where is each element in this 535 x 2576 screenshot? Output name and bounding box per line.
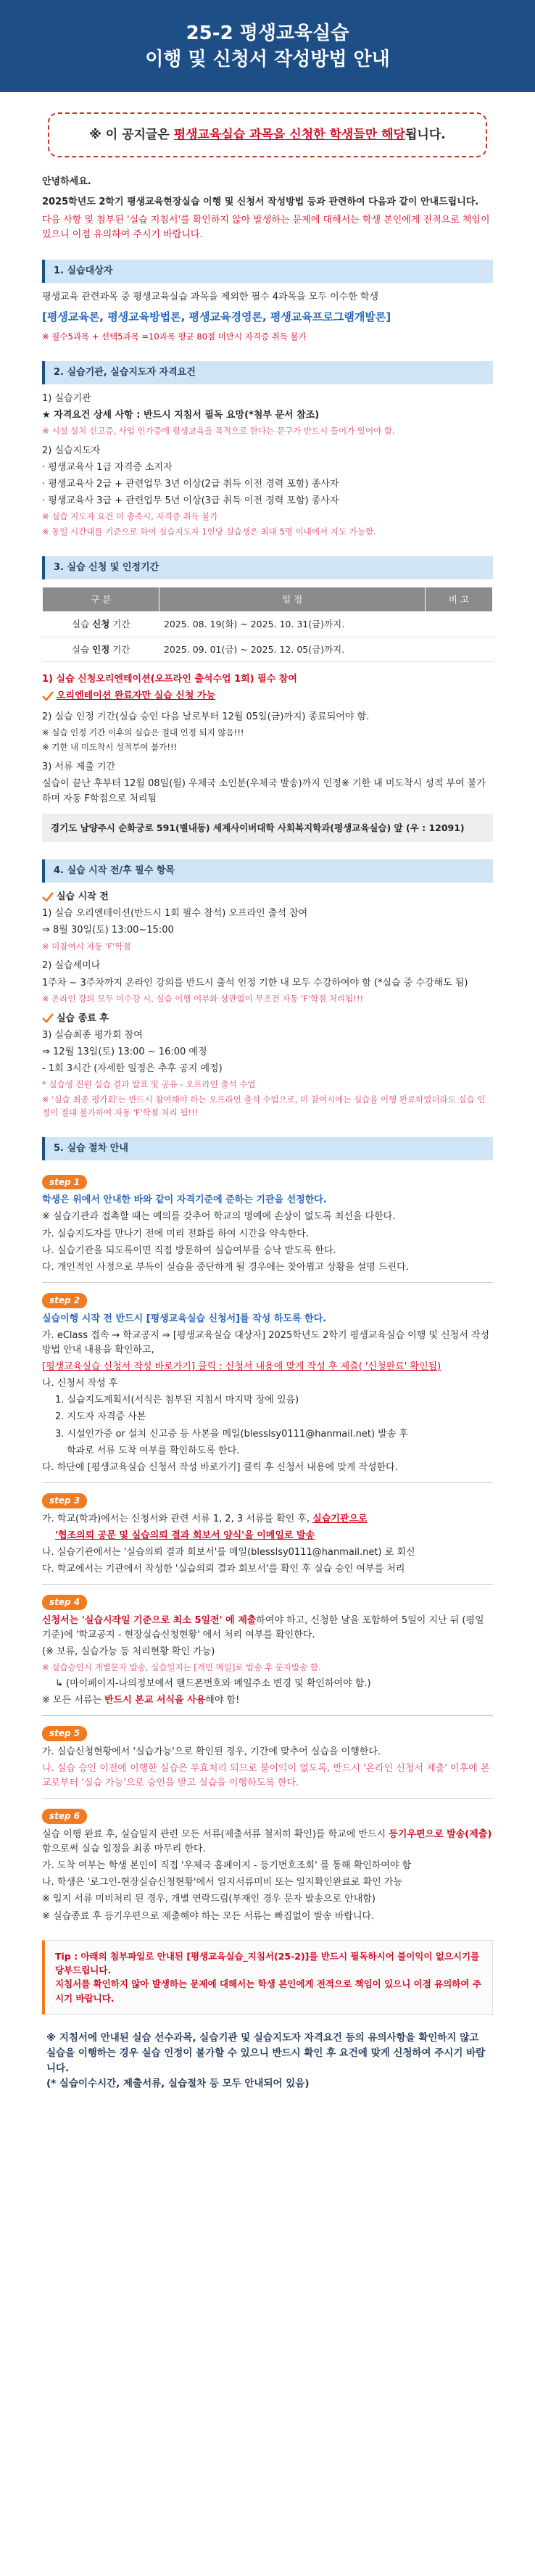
title-line-2: 이행 및 신청서 작성방법 안내 (145, 49, 390, 71)
final-notice (42, 2031, 493, 2092)
s2-b1: · 평생교육사 1급 자격증 소지자 (42, 461, 173, 473)
section-1-title: 1. 실습대상자 (42, 260, 493, 283)
step-6 (42, 1801, 493, 1923)
row-label: 실습 신청 기간 (43, 612, 159, 637)
step-6-l2: 가. 도착 여부는 학생 본인이 직접 '우체국 홈페이지 - 등기번호조회' 를 통해 확인하여야 함 (42, 1860, 412, 1872)
s4-e1n2: ※ '실습 최종 평가회'는 반드시 참여해야 하는 오프라인 출석 수업으로, 미 참여시에는 실습을 이행 완료하였더라도 실습 인정이 절대 불가하여 자동 'F'학점 처리 됨!!! (42, 1094, 486, 1118)
step-1-l4: 다. 개인적인 사정으로 부득이 실습을 중단하게 될 경우에는 찾아뵙고 상황을 설명 드린다. (42, 1261, 409, 1273)
page-header (0, 0, 535, 92)
step-1-badge: step 1 (42, 1175, 87, 1190)
s4-o2: 2) 실습세미나 (42, 960, 101, 972)
s4-after: 실습 종료 후 (42, 1012, 493, 1026)
intro-body: 2025학년도 2학기 평생교육현장실습 이행 및 신청서 작성방법 등과 관련하여 다음과 같이 안내드립니다. (42, 196, 479, 207)
tip-line-2: 지침서를 확인하지 않아 발생하는 문제에 대해서는 학생 본인에게 전적으로 책임이 있으니 이점 유의하여 주시기 바랍니다. (55, 1978, 481, 2004)
step-2-badge: step 2 (42, 1293, 87, 1308)
s2-h2: 2) 실습지도자 (42, 445, 101, 456)
step-1-l2: 가. 실습지도자를 만나기 전에 미리 전화를 하여 시간을 약속한다. (42, 1228, 309, 1239)
step-6-l3: 나. 학생은 '로그인-현장실습신청현황'에서 일지서류미비 또는 일지확인완료로 확인 가능 (42, 1877, 402, 1888)
s3-p2: 2) 실습 인정 기간(실습 승인 다음 날로부터 12월 05일(금)까지) 종료되어야 함. (42, 711, 370, 722)
row-label: 실습 인정 기간 (43, 637, 159, 661)
s2-note-2: ※ 동일 시간대를 기준으로 하여 실습지도자 1인당 실습생은 최대 5명 이내에서 지도 가능함. (42, 527, 376, 537)
step-5 (42, 1719, 493, 1791)
step-6-l4: ※ 일지 서류 미비처리 된 경우, 개별 연락드림(부재인 경우 문자 발송으로 안내함) (42, 1894, 376, 1905)
step-5-l2: 나. 실습 승인 이전에 이행한 실습은 무효처리 되므로 불이익이 없도록, 반드시 '온라인 신청서 제출' 이후에 본교로부터 '실습 가능'으로 승인을 받고 실습을 이행하도록 한다. (42, 1762, 490, 1789)
step-4-l5: ※ 모든 서류는 반드시 본교 서식을 사용해야 함! (42, 1695, 240, 1706)
step-4-badge: step 4 (42, 1595, 87, 1610)
step-2-l1b[interactable]: [평생교육실습 신청서 작성 바로가기] 클릭 : 신청서 내용에 맞게 작성 후 제출( '신청완료' 확인됨) (42, 1361, 441, 1372)
s2-note-1: ※ 실습 지도자 요건 미 충족시, 자격증 취득 불가 (42, 511, 218, 522)
s4-e1: 3) 실습최종 평가회 참여 (42, 1029, 143, 1041)
table-row (43, 637, 493, 661)
s4-o2n: ※ 온라인 강의 모두 미수강 시, 실습 이행 여부와 상관없이 무조건 자동 'F'학점 처리됨!!! (42, 993, 364, 1004)
s4-e1d2: - 1회 3시간 (자세한 일정은 추후 공지 예정) (42, 1062, 223, 1074)
s3-p3b: 실습이 끝난 후부터 12월 08일(월) 우체국 소인분(우체국 발송)까지 인정※ 기한 내 미도착시 성적 부여 불가하며 자동 F학점으로 처리됨 (42, 778, 486, 804)
step-4-l3: ※ 실습승인시 개별문자 발송, 실습일지는 [개인 메일]로 발송 후 문자발송 함. (42, 1662, 321, 1673)
title-line-1: 25-2 평생교육실습 (186, 22, 349, 44)
check-icon (42, 892, 54, 902)
content-wrap (0, 112, 535, 2092)
intro (42, 173, 493, 242)
s2-a1-note: ※ 시설 설치 신고증, 사업 인가증에 평생교육을 목적으로 한다는 문구가 반드시 들어가 있어야 함. (42, 425, 395, 436)
divider (42, 1282, 493, 1283)
step-5-badge: step 5 (42, 1726, 87, 1741)
s1-line1: 평생교육 관련과목 중 평생교육실습 과목을 제외한 필수 4과목을 모두 이수한 학생 (42, 292, 379, 303)
row-note (425, 612, 492, 637)
step-1-l3: 나. 실습기관을 되도록이면 직접 방문하여 실습여부를 승낙 받도록 한다. (42, 1244, 336, 1256)
section-2-title: 2. 실습기관, 실습지도자 자격요건 (42, 361, 493, 384)
step-2-l2d: 학과로 서류 도착 여부를 확인하도록 한다. (67, 1445, 240, 1456)
page-title (14, 20, 521, 73)
step-4-l1: 신청서는 '실습시작일 기준으로 최소 5일전' 에 제출하여야 하고, 신청한 날을 포함하여 5일이 지난 뒤 (평일 기준)에 '학교공지 - 현장실습신청현황' 에서 처리 여부를 확인한다. (42, 1614, 484, 1640)
table-header-category: 구 분 (43, 587, 159, 612)
s4-o1: 1) 실습 오리엔테이션(반드시 1회 필수 참석) 오프라인 출석 참여 (42, 908, 308, 920)
intro-greeting: 안녕하세요. (42, 176, 91, 188)
step-2-head: 실습이행 시작 전 반드시 [평생교육실습 신청서]를 작성 하도록 한다. (42, 1313, 327, 1324)
notice-box (48, 112, 487, 157)
s3-p1b: 오리엔테이션 완료자만 실습 신청 가능 (57, 690, 216, 702)
step-2-l2b: 2. 지도자 자격증 사본 (55, 1411, 146, 1423)
step-1-head: 학생은 위에서 안내한 바와 같이 자격기준에 준하는 기관을 선정한다. (42, 1194, 327, 1206)
notice-suffix: 됩니다. (405, 127, 446, 142)
intro-warning: 다음 사항 및 첨부된 '실습 지침서'를 확인하지 않아 발생하는 문제에 대해서는 학생 본인에게 전적으로 책임이 있으니 이점 유의하여 주시기 바랍니다. (42, 214, 490, 241)
section-4-title: 4. 실습 시작 전/후 필수 항목 (42, 859, 493, 883)
tip-box (42, 1940, 493, 2015)
notice-prefix: ※ 이 공지글은 (89, 127, 174, 142)
s2-b3: · 평생교육사 3급 + 관련업무 5년 이상(3급 취득 이전 경력 포함) 종사자 (42, 495, 339, 507)
step-5-l1: 가. 실습신청현황에서 '실습가능'으로 확인된 경우, 기간에 맞추어 실습을 이행한다. (42, 1746, 381, 1757)
step-2 (42, 1286, 493, 1475)
step-4 (42, 1588, 493, 1708)
table-header-note: 비 고 (425, 587, 492, 612)
step-3 (42, 1486, 493, 1577)
step-1 (42, 1168, 493, 1275)
step-6-l5: ※ 실습종료 후 등기우편으로 제출해야 하는 모든 서류는 빠짐없이 발송 바랍니다. (42, 1910, 375, 1922)
section-3-title: 3. 실습 신청 및 인정기간 (42, 556, 493, 579)
schedule-table (42, 587, 493, 662)
step-2-l2: 나. 신청서 작성 후 (42, 1378, 118, 1390)
row-note (425, 637, 492, 661)
s3-p3: 3) 서류 제출 기간 (42, 761, 116, 773)
divider (42, 1482, 493, 1483)
step-2-l2c: 3. 시설인가증 or 설치 신고증 등 사본을 메일(blesslsy0111@hanmail.net) 발송 후 (55, 1428, 408, 1440)
s4-e1n1: * 실습생 전원 실습 결과 발표 및 공유 - 오프라인 출석 수업 (42, 1079, 256, 1090)
tip-line-1: Tip : 아래의 첨부파일로 안내된 [평생교육실습_지침서(25-2)]를 반드시 필독하시어 불이익이 없으시기를 당부드립니다. (55, 1950, 480, 1976)
s1-subjects: [평생교육론, 평생교육방법론, 평생교육경영론, 평생교육프로그램개발론] (42, 310, 391, 324)
step-3-badge: step 3 (42, 1493, 87, 1508)
s4-o2d: 1주차 ~ 3주차까지 온라인 강의를 반드시 출석 인정 기한 내 모두 수강하여야 함 (*실습 중 수강해도 됨) (42, 977, 468, 988)
table-row (43, 612, 493, 637)
final-line-1: ※ 지침서에 안내된 실습 선수과목, 실습기관 및 실습지도자 자격요건 등의 유의사항을 확인하지 않고 실습을 이행하는 경우 실습 인정이 불가할 수 있으니 반드시 확인 후 요건에 맞게 신청하여 주시기 바랍니다. (46, 2032, 486, 2075)
step-4-l2: (※ 보류, 실습가능 등 처리현황 확인 가능) (42, 1646, 215, 1657)
table-header-row (43, 587, 493, 612)
s4-e1d: ⇒ 12월 13일(토) 13:00 ~ 16:00 예정 (42, 1046, 207, 1057)
divider (42, 1584, 493, 1585)
step-6-l1: 실습 이행 완료 후, 실습일지 관련 모든 서류(제출서류 철저히 확인)를 학교에 반드시 등기우편으로 발송(제출)함으로써 실습 일정을 최종 마무리 한다. (42, 1828, 492, 1854)
s2-b2: · 평생교육사 2급 + 관련업무 3년 이상(2급 취득 이전 경력 포함) 종사자 (42, 479, 339, 490)
step-3-l2: 나. 실습기관에서는 '실습의뢰 결과 회보서'를 메일(blesslsy0111@hanmail.net) 로 회신 (42, 1546, 415, 1558)
s1-note: ※ 필수5과목 + 선택5과목 =10과목 평균 80점 미만시 자격증 취득 불가 (42, 331, 307, 342)
step-3-l1c: '협조의뢰 공문 및 실습의뢰 결과 회보서 양식'을 이메일로 발송 (55, 1530, 315, 1541)
step-6-badge: step 6 (42, 1809, 87, 1824)
check-icon (42, 691, 54, 701)
divider (42, 1798, 493, 1799)
row-schedule: 2025. 09. 01(금) ~ 2025. 12. 05(금)까지. (159, 637, 425, 661)
s3-p2-note1: ※ 실습 인정 기간 이후의 실습은 절대 인정 되지 않음!!! (42, 727, 244, 738)
s3-p2-note2: ※ 기한 내 미도착시 성적부여 불가!!! (42, 742, 178, 753)
notice-highlight: 평생교육실습 과목을 신청한 학생들만 해당 (173, 127, 405, 142)
final-line-2: (* 실습이수시간, 제출서류, 실습절차 등 모두 안내되어 있음) (46, 2077, 310, 2089)
row-schedule: 2025. 08. 19(화) ~ 2025. 10. 31(금)까지. (159, 612, 425, 637)
s4-before: 실습 시작 전 (42, 890, 493, 904)
step-1-l1: ※ 실습기관과 접촉할 때는 예의를 갖추어 학교의 명예에 손상이 없도록 최선을 다한다. (42, 1211, 396, 1223)
step-4-l4: ↳ (마이페이지-나의정보에서 핸드폰번호와 메일주소 변경 및 확인하여야 함.) (55, 1677, 371, 1689)
s2-a1: ★ 자격요건 상세 사항 : 반드시 지침서 필독 요망(*첨부 문서 참조) (42, 409, 320, 421)
s4-o1d: ⇒ 8월 30일(토) 13:00~15:00 (42, 925, 174, 936)
check-icon (42, 1013, 54, 1023)
step-2-l2a: 1. 실습지도계획서(서식은 첨부된 지침서 마지막 장에 있음) (55, 1395, 299, 1406)
divider (42, 1715, 493, 1716)
s2-h1: 1) 실습기관 (42, 392, 91, 404)
step-2-l3: 다. 하단에 [평생교육실습 신청서 작성 바로가기] 클릭 후 신청서 내용에 맞게 작성한다. (42, 1461, 398, 1473)
step-3-l1: 가. 학교(학과)에서는 신청서와 관련 서류 1, 2, 3 서류를 확인 후, 실습기관으로 (42, 1513, 368, 1524)
section-5-title: 5. 실습 절차 안내 (42, 1137, 493, 1160)
s4-o1n: ※ 미참여시 자동 'F'학점 (42, 941, 131, 951)
mail-address: 경기도 남양주시 순화궁로 591(별내동) 세계사이버대학 사회복지학과(평생교육실습) 앞 (우 : 12091) (42, 814, 493, 842)
s3-p1b-wrap (42, 689, 493, 703)
step-3-l3: 다. 학교에서는 기관에서 작성한 '실습의뢰 결과 회보서'를 확인 후 실습 승인 여부를 처리 (42, 1563, 405, 1574)
table-header-schedule: 일 정 (159, 587, 425, 612)
s3-p1: 1) 실습 신청오리엔테이션(오프라인 출석수업 1회) 필수 참여 (42, 674, 297, 685)
step-2-l1: 가. eClass 접속 → 학교공지 ⇒ [평생교육실습 대상자] 2025학년도 2학기 평생교육실습 이행 및 신청서 작성방법 안내 내용을 확인하고, (42, 1329, 489, 1355)
